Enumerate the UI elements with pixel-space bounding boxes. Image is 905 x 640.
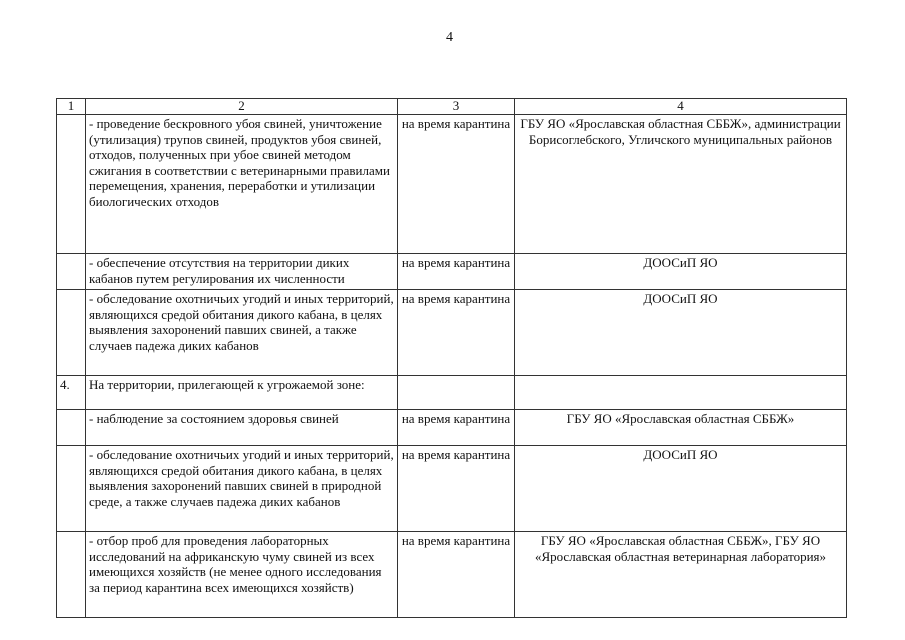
header-col-4: 4 — [515, 99, 847, 115]
row-task: На территории, прилегающей к угрожаемой зоне: — [86, 376, 398, 410]
row-responsible — [515, 376, 847, 410]
row-responsible: ГБУ ЯО «Ярославская областная СББЖ», ГБУ ЯО «Ярославская областная ветеринарная лаборатория» — [515, 532, 847, 618]
table-row — [57, 115, 847, 254]
header-col-1: 1 — [57, 99, 86, 115]
table-row — [57, 254, 847, 290]
table-header-row — [57, 99, 847, 115]
page-number: 4 — [446, 30, 453, 45]
row-term: на время карантина — [398, 446, 515, 532]
table-row — [57, 410, 847, 446]
table-row — [57, 446, 847, 532]
table-row — [57, 290, 847, 376]
row-task: - обследование охотничьих угодий и иных территорий, являющихся средой обитания дикого кабана, в целях выявления захоронений павших свиней, а также случаев падежа диких кабанов — [86, 290, 398, 376]
row-responsible: ГБУ ЯО «Ярославская областная СББЖ», администрации Борисоглебского, Угличского муниципальных районов — [515, 115, 847, 254]
row-task: - отбор проб для проведения лабораторных исследований на африканскую чуму свиней из всех имеющихся хозяйств (не менее одного исследования за период карантина всех имеющихся хозяйств) — [86, 532, 398, 618]
table-row — [57, 532, 847, 618]
header-col-2: 2 — [86, 99, 398, 115]
row-term — [398, 376, 515, 410]
row-term: на время карантина — [398, 115, 515, 254]
row-number — [57, 254, 86, 290]
table-row — [57, 376, 847, 410]
row-number — [57, 115, 86, 254]
row-task: - обеспечение отсутствия на территории диких кабанов путем регулирования их численности — [86, 254, 398, 290]
row-responsible: ДООСиП ЯО — [515, 290, 847, 376]
measures-table — [56, 98, 847, 618]
row-number — [57, 410, 86, 446]
row-responsible: ДООСиП ЯО — [515, 446, 847, 532]
row-number: 4. — [57, 376, 86, 410]
row-term: на время карантина — [398, 254, 515, 290]
row-number — [57, 290, 86, 376]
header-col-3: 3 — [398, 99, 515, 115]
row-responsible: ГБУ ЯО «Ярославская областная СББЖ» — [515, 410, 847, 446]
row-term: на время карантина — [398, 532, 515, 618]
row-task: - наблюдение за состоянием здоровья свиней — [86, 410, 398, 446]
row-number — [57, 532, 86, 618]
row-responsible: ДООСиП ЯО — [515, 254, 847, 290]
row-task: - обследование охотничьих угодий и иных территорий, являющихся средой обитания дикого кабана, в целях выявления захоронений павших свиней в природной среде, а также случаев падежа диких кабанов — [86, 446, 398, 532]
row-number — [57, 446, 86, 532]
row-task: - проведение бескровного убоя свиней, уничтожение (утилизация) трупов свиней, продуктов убоя свиней, отходов, полученных при убое свиней методом сжигания в соответствии с ветеринарными правилами перемещения, хранения, переработки и утилизации биологических отходов — [86, 115, 398, 254]
row-term: на время карантина — [398, 290, 515, 376]
row-term: на время карантина — [398, 410, 515, 446]
